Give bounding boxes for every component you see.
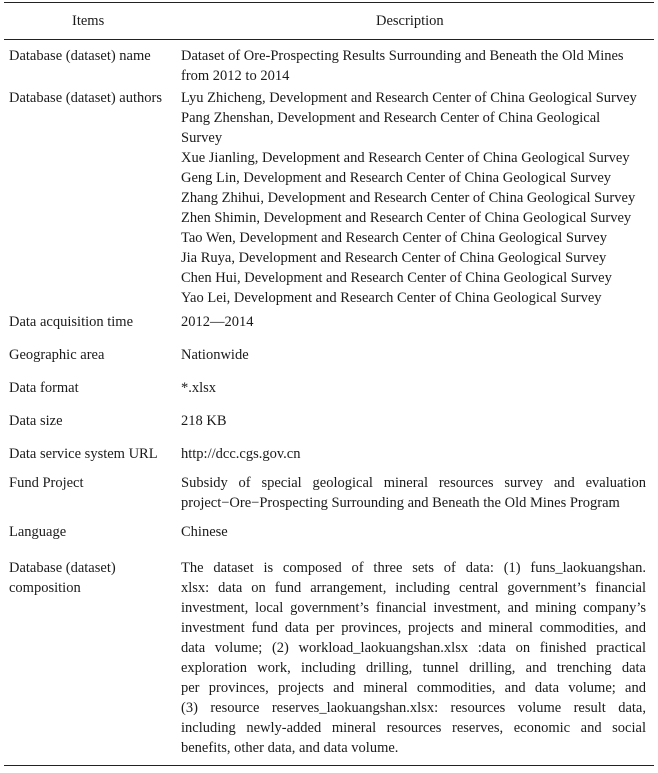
- value-line: benefits, other data, and data volume.: [181, 740, 399, 756]
- value-line: project−Ore−Prospecting Surrounding and Beneath the Old Mines Program: [181, 495, 620, 511]
- value-line: Xue Jianling, Development and Research Center of China Geological Survey: [181, 150, 630, 166]
- column-header-description: Description: [376, 13, 444, 29]
- row-label: Data format: [9, 380, 79, 396]
- row-value: [181, 312, 646, 332]
- value-line: The dataset is composed of three sets of data: (1) funs_laokuangshan.: [181, 560, 646, 576]
- row-label: Data size: [9, 413, 63, 429]
- value-line: Dataset of Ore-Prospecting Results Surrounding and Beneath the Old Mines: [181, 48, 624, 64]
- row-label-line: composition: [9, 580, 81, 596]
- value-line: Survey: [181, 130, 223, 146]
- row-value: [181, 522, 646, 542]
- value-line: Nationwide: [181, 347, 249, 363]
- value-line: exploration work, including drilling, tunnel drilling, and trenching data: [181, 660, 646, 676]
- row-label: Data acquisition time: [9, 314, 134, 330]
- value-line: 2012—2014: [181, 314, 254, 330]
- row-value: [181, 88, 646, 308]
- row-label: [9, 558, 174, 598]
- value-line: Zhen Shimin, Development and Research Center of China Geological Survey: [181, 210, 632, 226]
- row-label-line: Database (dataset): [9, 560, 116, 576]
- value-line: investment, local government’s financial investment, and mining company’s: [181, 600, 646, 616]
- value-line: Chinese: [181, 524, 228, 540]
- row-value: [181, 46, 646, 86]
- table-bottom-rule: [4, 765, 654, 766]
- table-top-rule: [4, 2, 654, 3]
- row-value: [181, 378, 646, 398]
- value-line: (3) resource reserves_laokuangshan.xlsx: resources volume result data,: [181, 700, 646, 716]
- value-line: from 2012 to 2014: [181, 68, 290, 84]
- row-label: Fund Project: [9, 475, 84, 491]
- row-label: Language: [9, 524, 67, 540]
- row-label: Geographic area: [9, 347, 105, 363]
- value-line: Chen Hui, Development and Research Center of China Geological Survey: [181, 270, 612, 286]
- value-line: *.xlsx: [181, 380, 217, 396]
- value-line: 218 KB: [181, 413, 227, 429]
- value-line: per provinces, projects and mineral commodities, and data volume; and: [181, 680, 646, 696]
- value-line: Yao Lei, Development and Research Center of China Geological Survey: [181, 290, 602, 306]
- table-header-rule: [4, 39, 654, 40]
- row-value: [181, 473, 646, 513]
- value-line: Geng Lin, Development and Research Center of China Geological Survey: [181, 170, 612, 186]
- value-line: investment fund data per provinces, projects and mineral commodities, and: [181, 620, 646, 636]
- value-line: data volume; (2) workload_laokuangshan.xlsx :data on finished practical: [181, 640, 646, 656]
- value-line: Subsidy of special geological mineral resources survey and evaluation: [181, 475, 646, 491]
- value-line: xlsx: data on fund arrangement, including central government’s financial: [181, 580, 646, 596]
- value-line: Tao Wen, Development and Research Center of China Geological Survey: [181, 230, 607, 246]
- row-value: [181, 411, 646, 431]
- row-value: [181, 444, 646, 464]
- service-url-link[interactable]: http://dcc.cgs.gov.cn: [181, 446, 301, 462]
- row-label: Data service system URL: [9, 446, 158, 462]
- value-line: Pang Zhenshan, Development and Research Center of China Geological: [181, 110, 601, 126]
- value-line: Jia Ruya, Development and Research Center of China Geological Survey: [181, 250, 607, 266]
- value-line: Lyu Zhicheng, Development and Research Center of China Geological Survey: [181, 90, 637, 106]
- row-value: [181, 345, 646, 365]
- row-label: Database (dataset) authors: [9, 90, 162, 106]
- value-line: Zhang Zhihui, Development and Research Center of China Geological Survey: [181, 190, 636, 206]
- row-label: Database (dataset) name: [9, 48, 151, 64]
- column-header-items: Items: [72, 13, 105, 29]
- value-line: including newly-added mineral resources reserves, economic and social: [181, 720, 646, 736]
- row-value: [181, 558, 646, 758]
